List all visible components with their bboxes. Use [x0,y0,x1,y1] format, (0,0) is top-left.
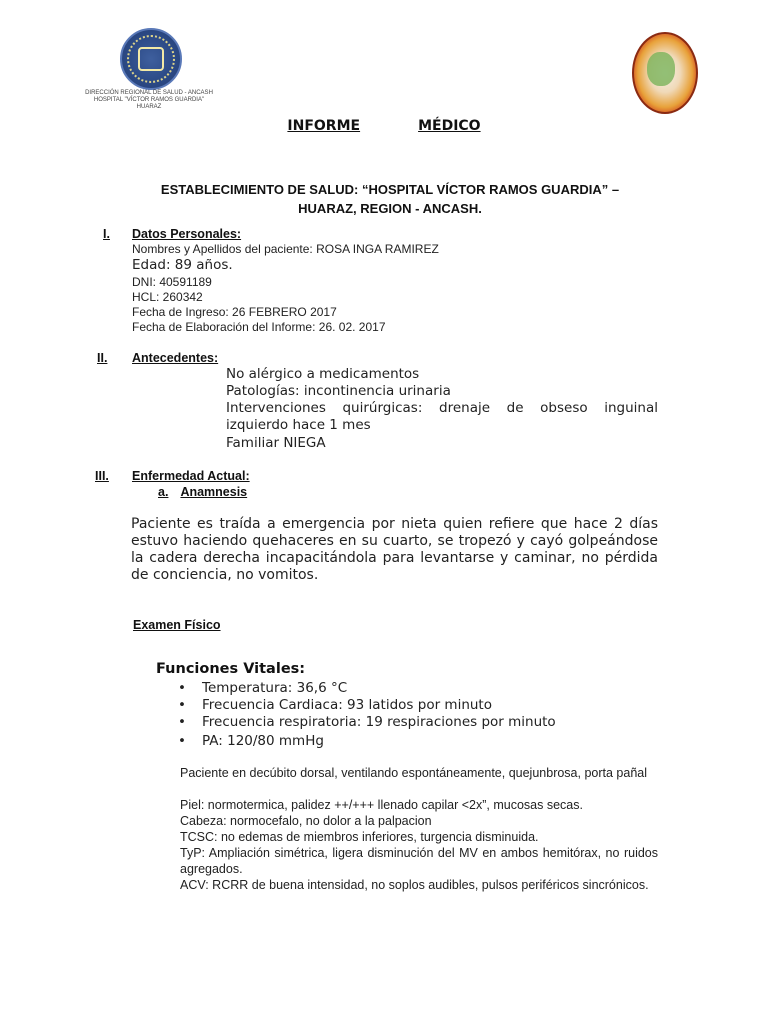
section-1-title: Datos Personales: [132,227,242,241]
vital-sign-item: • Frecuencia Cardiaca: 93 latidos por minuto [178,697,492,713]
exam-finding: TyP: Ampliación simétrica, ligera disminución del MV en ambos hemitórax, no ruidos agregados. [180,846,658,876]
bullet-icon: • [178,697,186,713]
exam-finding: ACV: RCRR de buena intensidad, no soplos audibles, pulsos periféricos sincrónicos. [180,878,649,892]
patient-dni: DNI: 40591189 [132,275,212,289]
bullet-icon: • [178,714,186,730]
anamnesis-heading: a. Anamnesis [158,485,248,499]
history-item: Patologías: incontinencia urinaria [226,383,451,399]
patient-age: Edad: 89 años. [132,257,233,273]
exam-finding: Piel: normotermica, palidez ++/+++ llenado capilar <2x”, mucosas secas. [180,798,583,812]
ministry-of-health-seal-icon [628,30,698,112]
patient-hcl: HCL: 260342 [132,290,203,304]
section-2-number: II. [97,351,108,365]
physical-exam-heading: Examen Físico [133,618,221,632]
section-1-number: I. [103,227,110,241]
document-title: INFORME MÉDICO [287,118,481,134]
bullet-icon: • [178,680,186,696]
section-3-number: III. [95,469,109,483]
history-item: Familiar NIEGA [226,435,326,451]
vital-sign-item: • Temperatura: 36,6 °C [178,680,348,696]
exam-finding: Paciente en decúbito dorsal, ventilando espontáneamente, quejunbrosa, porta pañal [180,766,648,780]
vital-signs-heading: Funciones Vitales: [156,661,306,677]
report-date: Fecha de Elaboración del Informe: 26. 02. 2017 [132,320,386,334]
hospital-seal-icon [120,28,182,90]
vital-sign-item: • PA: 120/80 mmHg [178,733,324,749]
exam-finding: Cabeza: normocefalo, no dolor a la palpacion [180,814,432,828]
anamnesis-paragraph: Paciente es traída a emergencia por nieta quien refiere que hace 2 días estuvo haciendo quehaceres en su cuarto, se tropezó y cayó golpeándose la cadera derecha incapacitándola para levantarse y caminar, no pérdida de conciencia, no vomitos. [131,516,658,583]
history-item: No alérgico a medicamentos [226,366,420,382]
bullet-icon: • [178,733,186,749]
vital-sign-item: • Frecuencia respiratoria: 19 respiraciones por minuto [178,714,556,730]
admission-date: Fecha de Ingreso: 26 FEBRERO 2017 [132,305,337,319]
section-2-title: Antecedentes: [132,351,219,365]
exam-finding: TCSC: no edemas de miembros inferiores, turgencia disminuida. [180,830,539,844]
hospital-logo [68,22,230,112]
history-item: Intervenciones quirúrgicas: drenaje de obseso inguinal izquierdo hace 1 mes [226,400,658,433]
establishment-heading: ESTABLECIMIENTO DE SALUD: “HOSPITAL VÍCTOR RAMOS GUARDIA” – HUARAZ, REGION - ANCASH. [160,182,620,216]
patient-name: Nombres y Apellidos del paciente: ROSA INGA RAMIREZ [132,242,439,256]
hospital-logo-caption: DIRECCIÓN REGIONAL DE SALUD - ANCASH HOSPITAL "VÍCTOR RAMOS GUARDIA" HUARAZ [85,90,213,110]
section-3-title: Enfermedad Actual: [132,469,250,483]
